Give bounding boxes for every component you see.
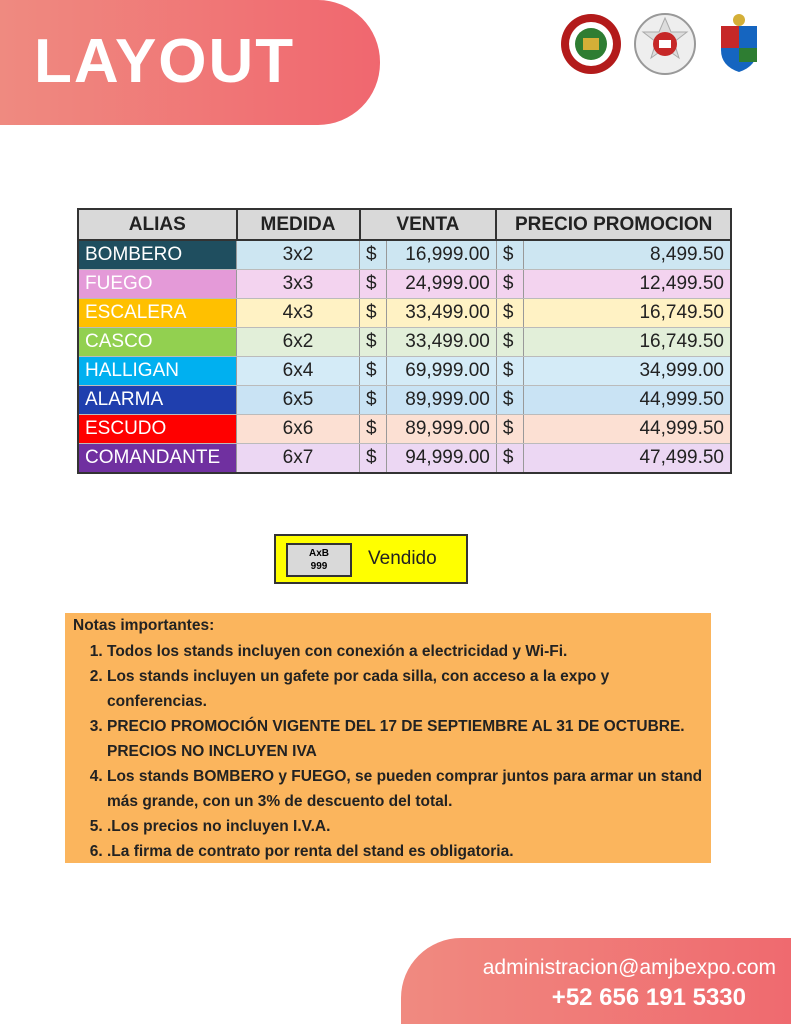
promo-cell: 34,999.00 [523, 357, 731, 386]
table-row [78, 357, 731, 386]
medida-cell: 3x2 [237, 240, 360, 270]
contact-email[interactable]: administracion@amjbexpo.com [482, 956, 776, 979]
legend-code-line1: AxB [308, 548, 329, 559]
note-item: 4. Los stands BOMBERO y FUEGO, se pueden comprar juntos para armar un stand más grande, con un 3% de descuento del total. [107, 764, 703, 814]
logo-group [559, 12, 771, 76]
venta-currency: $ [360, 328, 387, 357]
promo-currency: $ [496, 270, 523, 299]
venta-cell: 33,499.00 [387, 328, 497, 357]
promo-cell: 44,999.50 [523, 415, 731, 444]
note-item: 6. .La firma de contrato por renta del stand es obligatoria. [107, 839, 703, 864]
venta-cell: 33,499.00 [387, 299, 497, 328]
alias-cell: COMANDANTE [78, 444, 237, 474]
col-promo: PRECIO PROMOCION [496, 209, 731, 240]
venta-cell: 24,999.00 [387, 270, 497, 299]
note-item: 1. Todos los stands incluyen con conexión a electricidad y Wi-Fi. [107, 639, 703, 664]
medida-cell: 3x3 [237, 270, 360, 299]
legend-label: Vendido [368, 548, 437, 569]
alias-cell: FUEGO [78, 270, 237, 299]
note-item: 3. PRECIO PROMOCIÓN VIGENTE DEL 17 DE SEPTIEMBRE AL 31 DE OCTUBRE. PRECIOS NO INCLUYEN IVA [107, 714, 703, 764]
alias-cell: BOMBERO [78, 240, 237, 270]
promo-cell: 12,499.50 [523, 270, 731, 299]
promo-currency: $ [496, 240, 523, 270]
medida-cell: 6x6 [237, 415, 360, 444]
shield-seal-icon [633, 12, 697, 76]
notes-title: Notas importantes: [73, 617, 215, 634]
table-row [78, 299, 731, 328]
promo-cell: 47,499.50 [523, 444, 731, 474]
medida-cell: 6x7 [237, 444, 360, 474]
promo-cell: 8,499.50 [523, 240, 731, 270]
venta-cell: 89,999.00 [387, 386, 497, 415]
table-row [78, 444, 731, 474]
col-alias: ALIAS [78, 209, 237, 240]
promo-cell: 44,999.50 [523, 386, 731, 415]
promo-cell: 16,749.50 [523, 328, 731, 357]
contact-phone[interactable]: +52 656 191 5330 [551, 984, 746, 1011]
col-venta: VENTA [360, 209, 497, 240]
coat-of-arms-icon [707, 12, 771, 76]
legend-code-line2: 999 [310, 561, 328, 572]
alias-cell: HALLIGAN [78, 357, 237, 386]
note-item: 5. .Los precios no incluyen I.V.A. [107, 814, 703, 839]
venta-currency: $ [360, 299, 387, 328]
notes-box [65, 613, 711, 863]
alias-cell: ALARMA [78, 386, 237, 415]
price-table [77, 208, 732, 474]
venta-cell: 69,999.00 [387, 357, 497, 386]
promo-currency: $ [496, 444, 523, 474]
table-row [78, 328, 731, 357]
table-row [78, 386, 731, 415]
venta-currency: $ [360, 386, 387, 415]
alias-cell: ESCALERA [78, 299, 237, 328]
venta-cell: 16,999.00 [387, 240, 497, 270]
venta-currency: $ [360, 270, 387, 299]
medida-cell: 4x3 [237, 299, 360, 328]
medida-cell: 6x4 [237, 357, 360, 386]
alias-cell: ESCUDO [78, 415, 237, 444]
table-header-row [78, 209, 731, 240]
legend-sample-box [286, 543, 352, 577]
venta-currency: $ [360, 240, 387, 270]
venta-currency: $ [360, 444, 387, 474]
table-row [78, 240, 731, 270]
page-title: LAYOUT [34, 27, 296, 96]
table-row [78, 270, 731, 299]
bomberos-seal-icon [559, 12, 623, 76]
sold-legend [274, 534, 468, 584]
alias-cell: CASCO [78, 328, 237, 357]
table-row [78, 415, 731, 444]
venta-cell: 89,999.00 [387, 415, 497, 444]
promo-currency: $ [496, 299, 523, 328]
venta-currency: $ [360, 415, 387, 444]
venta-cell: 94,999.00 [387, 444, 497, 474]
promo-cell: 16,749.50 [523, 299, 731, 328]
promo-currency: $ [496, 415, 523, 444]
medida-cell: 6x2 [237, 328, 360, 357]
medida-cell: 6x5 [237, 386, 360, 415]
promo-currency: $ [496, 328, 523, 357]
note-item: 2. Los stands incluyen un gafete por cada silla, con acceso a la expo y conferencias. [107, 664, 703, 714]
promo-currency: $ [496, 357, 523, 386]
promo-currency: $ [496, 386, 523, 415]
col-medida: MEDIDA [237, 209, 360, 240]
venta-currency: $ [360, 357, 387, 386]
notes-list [73, 639, 703, 864]
